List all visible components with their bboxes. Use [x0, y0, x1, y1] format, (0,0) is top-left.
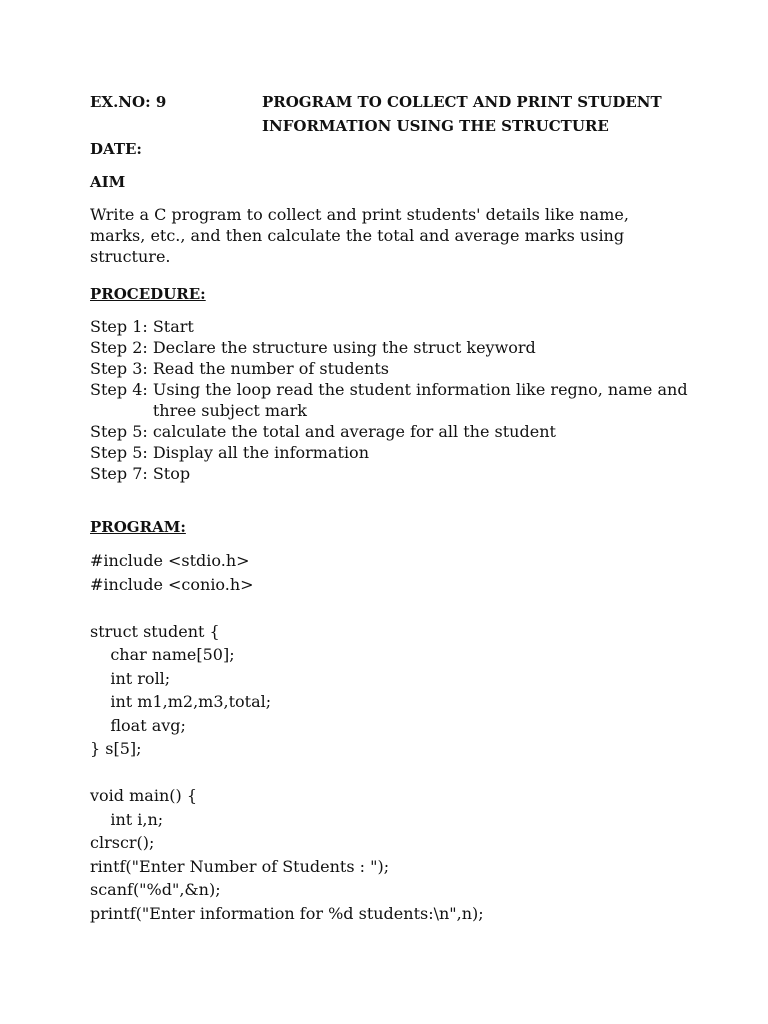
procedure-step — [90, 337, 690, 358]
aim-heading: AIM — [90, 173, 126, 191]
procedure-step — [90, 316, 690, 337]
step-text: Display all the information — [152, 443, 369, 462]
code-line: void main() { — [90, 786, 197, 805]
program-code — [90, 549, 484, 925]
step-number: Step 2: — [90, 338, 153, 357]
step-text: Read the number of students — [152, 359, 389, 378]
step-number: Step 7: — [90, 464, 153, 483]
code-line: int m1,m2,m3,total; — [90, 692, 272, 711]
program-heading: PROGRAM: — [90, 518, 186, 536]
procedure-step — [90, 442, 690, 463]
code-line — [90, 761, 484, 785]
title-line-2: INFORMATION USING THE STRUCTURE — [262, 117, 609, 135]
code-line: scanf("%d",&n); — [90, 880, 221, 899]
step-text: Start — [152, 317, 194, 336]
code-line — [90, 596, 484, 620]
code-line: clrscr(); — [90, 833, 155, 852]
code-line: rintf("Enter Number of Students : "); — [90, 856, 390, 876]
step-text: Using the loop read the student information like regno, name and three subject mark — [152, 380, 688, 420]
step-text: Stop — [152, 464, 191, 483]
step-text: calculate the total and average for all the student — [152, 422, 556, 441]
code-line: float avg; — [90, 715, 186, 735]
date-label: DATE: — [90, 140, 142, 158]
code-line: char name[50]; — [90, 645, 235, 664]
procedure-step — [90, 379, 690, 421]
code-line: struct student { — [90, 621, 220, 641]
exercise-number: EX.NO: 9 — [90, 93, 167, 111]
step-number: Step 5: — [90, 422, 153, 441]
step-number: Step 5: — [90, 443, 153, 462]
step-number: Step 4: — [90, 380, 153, 399]
title-line-1: PROGRAM TO COLLECT AND PRINT STUDENT — [262, 93, 662, 111]
aim-text: Write a C program to collect and print students' details like name, marks, etc., and then calculate the total and average marks using structure. — [90, 205, 629, 266]
step-number: Step 3: — [90, 359, 153, 378]
procedure-steps — [90, 316, 690, 484]
code-line: int roll; — [90, 668, 171, 688]
code-line: #include <conio.h> — [90, 574, 254, 594]
code-line: #include <stdio.h> — [90, 551, 250, 570]
code-line: printf("Enter information for %d students:\n",n); — [90, 903, 484, 923]
code-line: int i,n; — [90, 809, 164, 829]
procedure-step — [90, 358, 690, 379]
procedure-step — [90, 421, 690, 442]
step-text: Declare the structure using the struct keyword — [152, 338, 536, 357]
procedure-heading: PROCEDURE: — [90, 285, 206, 303]
step-number: Step 1: — [90, 317, 153, 336]
procedure-step — [90, 463, 690, 484]
code-line: } s[5]; — [90, 739, 142, 758]
